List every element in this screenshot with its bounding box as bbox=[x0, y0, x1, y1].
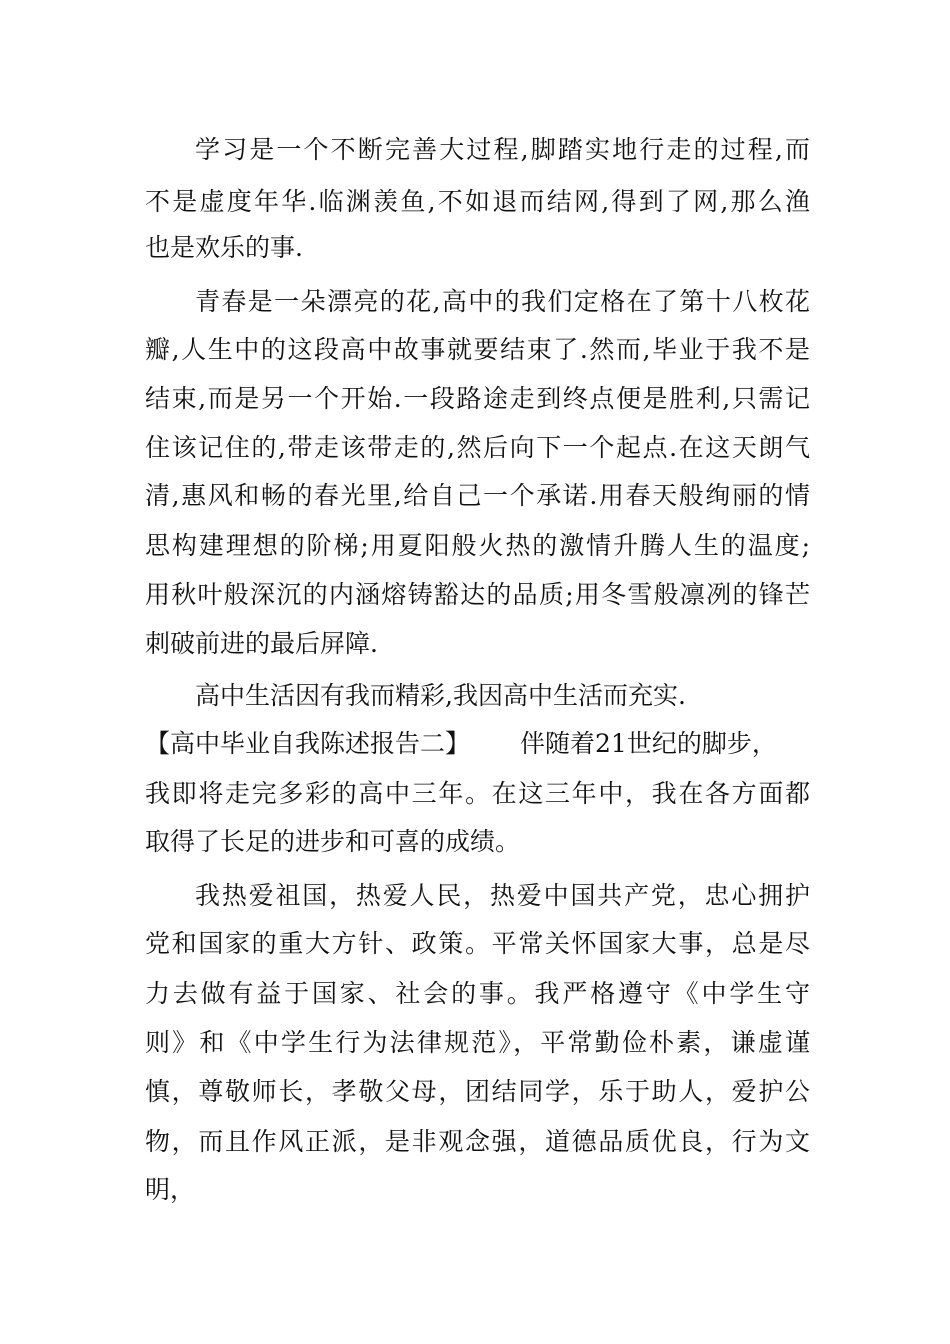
paragraph-line: 结束,而是另一个开始.一段路途走到终点便是胜利,只需记 bbox=[145, 384, 810, 413]
paragraph-line: 慎，尊敬师长，孝敬父母，团结同学，乐于助人，爱护公 bbox=[145, 1077, 810, 1106]
paragraph-line: 青春是一朵漂亮的花,高中的我们定格在了第十八枚花 bbox=[195, 287, 810, 316]
paragraph-line: 思构建理想的阶梯;用夏阳般火热的激情升腾人生的温度; bbox=[145, 531, 810, 560]
paragraph-line: 党和国家的重大方针、政策。平常关怀国家大事，总是尽 bbox=[145, 929, 810, 958]
paragraph-line: 我热爱祖国，热爱人民，热爱中国共产党，忠心拥护 bbox=[195, 881, 810, 910]
paragraph-line: 明， bbox=[145, 1175, 196, 1204]
paragraph-line: 不是虚度年华.临渊羡鱼,不如退而结网,得到了网,那么渔 bbox=[145, 187, 810, 216]
paragraph-line: 刺破前进的最后屏障. bbox=[145, 629, 378, 658]
paragraph-line: 清,惠风和畅的春光里,给自己一个承诺.用春天般绚丽的情 bbox=[145, 481, 810, 510]
paragraph-line: 取得了长足的进步和可喜的成绩。 bbox=[145, 827, 521, 856]
paragraph-line: 住该记住的,带走该带走的,然后向下一个起点.在这天朗气 bbox=[145, 433, 810, 462]
paragraph-line: 学习是一个不断完善大过程,脚踏实地行走的过程,而 bbox=[195, 135, 810, 164]
paragraph-line: 用秋叶般深沉的内涵熔铸豁达的品质;用冬雪般凛冽的锋芒 bbox=[145, 580, 810, 609]
paragraph-line: 也是欢乐的事. bbox=[145, 233, 303, 262]
paragraph-line: 瓣,人生中的这段高中故事就要结束了.然而,毕业于我不是 bbox=[145, 335, 810, 364]
section-heading bbox=[145, 718, 810, 770]
paragraph-line: 高中生活因有我而精彩,我因高中生活而充实. bbox=[195, 681, 686, 710]
paragraph-line: 物，而且作风正派，是非观念强，道德品质优良，行为文 bbox=[145, 1127, 810, 1156]
paragraph-line: 力去做有益于国家、社会的事。我严格遵守《中学生守 bbox=[145, 979, 810, 1008]
paragraph-line: 我即将走完多彩的高中三年。在这三年中，我在各方面都 bbox=[145, 779, 810, 808]
heading-title: 【高中毕业自我陈述报告二】 bbox=[145, 729, 471, 758]
heading-continuation: 伴随着21世纪的脚步， bbox=[520, 729, 777, 758]
paragraph-line: 则》和《中学生行为法律规范》，平常勤俭朴素，谦虚谨 bbox=[145, 1028, 810, 1057]
